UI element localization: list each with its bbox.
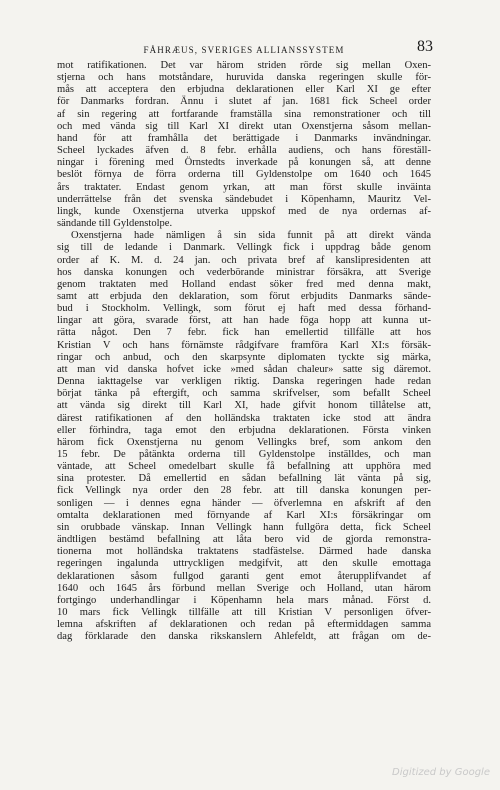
text-line: Kristian V och hans förnämste rådgifvare framföra Karl XI:s försäk- (57, 339, 431, 351)
text-line: beslöt förnya de förra orderna till Gyldenstolpe om 1640 och 1645 (57, 169, 431, 181)
text-line: samt att erbjuda den deklaration, som förut erbjudits Danmarks sände- (57, 290, 431, 302)
text-line: ringar och anbud, och den skarpsynte diplomaten tyckte sig märka, (57, 351, 431, 363)
text-line: bud i Stockholm. Vellingk, som förut ej haft med dessa förhand- (57, 303, 431, 315)
text-line: 15 febr. De påtänkta orderna till Gyldenstolpe inställdes, och man (57, 449, 431, 460)
running-head: FÅHRÆUS, SVERIGES ALLIANSSYSTEM (143, 45, 345, 55)
text-line: mås att acceptera den erbjudna deklarationen eller Karl XI ge efter (57, 84, 431, 96)
text-line: stjerna och hans motståndare, huruvida danska regeringen skulle för- (57, 72, 431, 84)
text-line: af sin regering att fortfarande framställa sina remonstrationer och till (57, 108, 431, 120)
text-line: dag förklarade den danska rikskanslern Ahlefeldt, att frågan om de- (57, 631, 431, 643)
text-line: Scheel lyckades äfven d. 8 febr. erhålla audiens, och hans föreställ- (57, 145, 431, 157)
text-line: lemna afskriften af deklarationen och redan på eftermiddagen samma (57, 619, 431, 631)
text-line: 10 mars fick Vellingk tillfälle att till Kristian V personligen öfver- (57, 607, 431, 619)
text-line: order af K. M. d. 24 jan. och privata bref af kanslipresidenten att (57, 254, 431, 266)
text-line: hand för att framhålla det berättigade i Danmarks invändningar. (57, 132, 431, 144)
text-line: underrättelse från det svenska sändebudet i Köpenhamn, Mauritz Vel- (57, 193, 431, 205)
page-number: 83 (417, 38, 433, 55)
text-line: väntade, att Scheel omedelbart skulle få befallning att upphöra med (57, 461, 431, 473)
text-line: 1640 och 1645 års förbund mellan Sverige och Holland, utan härom (57, 582, 431, 594)
watermark: Digitized by Google (392, 767, 490, 778)
text-line: rätta något. Den 7 febr. fick han emellertid tillfälle att hos (57, 327, 431, 339)
text-line: sändande till Gyldenstolpe. (57, 218, 173, 230)
text-line: ningar i förening med Örnstedts inverkade på konungen så, att denne (57, 157, 431, 169)
text-line: tionerna mot holländska traktatens stadfästelse. Därmed hade danska (57, 546, 431, 558)
text-line: sina protester. Då emellertid en sådan befallning lät vänta på sig, (57, 473, 431, 485)
text-line: lingar att göra, svarade först, att han hade föga hopp att kunna ut- (57, 315, 431, 327)
text-line: eller förhindra, taga emot den erbjudna deklarationen. Första vinken (57, 424, 431, 436)
text-line: omtalta deklarationen med förnyande af Karl XI:s försäkringar om (57, 509, 431, 521)
text-line: härom fick Oxenstjerna nu genom Vellingks bref, som ankom den (57, 436, 431, 448)
text-line: för Danmarks fordran. Ännu i slutet af jan. 1681 fick Scheel order (57, 96, 431, 108)
text-line: Oxenstjerna hade nämligen å sin sida funnit på att direkt vända (71, 230, 431, 242)
text-line: sonligen — i dennes egna händer — öfverlemna en afskrift af den (57, 497, 431, 509)
page-header (57, 38, 431, 60)
body-text (57, 60, 431, 644)
text-line: års traktater. Endast genom yrkan, att man först skulle inväinta (57, 181, 431, 193)
text-line: Denna iakttagelse var verkligen riktig. Danska regeringen hade redan (57, 376, 431, 388)
text-line: hos danska konungen och vederbörande ministrar försäkra, att Sverige (57, 266, 431, 278)
text-line: börjat tänka på eftergift, och samma skrifvelser, som befallt Scheel (57, 388, 431, 400)
text-line: att man vid danska hofvet icke »med sådan chaleur» satte sig däremot. (57, 363, 431, 375)
text-line: och med vända sig till Karl XI direkt utan Oxenstjerna såsom mellan- (57, 120, 431, 132)
text-line: fick Vellingk nya order den 28 febr. att till danska konungen per- (57, 485, 431, 497)
text-line: därest ratifikationen af den holländska traktaten icke stod att ändra (57, 412, 431, 424)
text-line: sin orubbade vänskap. Innan Vellingk hann fullgöra detta, fick Scheel (57, 521, 431, 533)
text-line: att vända sig direkt till Karl XI, hade gifvit honom tillåtelse att, (57, 400, 431, 412)
text-line: sig till de ledande i Danmark. Vellingk fick i uppdrag både genom (57, 242, 431, 254)
text-line: ändtligen bestämd befallning att låta bero vid de gjorda remonstra- (57, 534, 431, 546)
text-line: genom traktaten med Holland endast söker fred med denna makt, (57, 278, 431, 290)
book-page (57, 38, 431, 644)
text-line: deklarationen såsom fullgod garanti gent emot återupplifvandet af (57, 570, 431, 582)
text-line: lingk, kunde Oxenstjerna utverka uppskof med de nya ordernas af- (57, 205, 431, 217)
text-line: fortgingo underhandlingar i Köpenhamn hela mars månad. Först d. (57, 594, 431, 606)
text-line: regeringen ingalunda uttryckligen medgifvit, att den skulle emottaga (57, 558, 431, 570)
text-line: mot ratifikationen. Det var härom striden rörde sig mellan Oxen- (57, 60, 431, 71)
